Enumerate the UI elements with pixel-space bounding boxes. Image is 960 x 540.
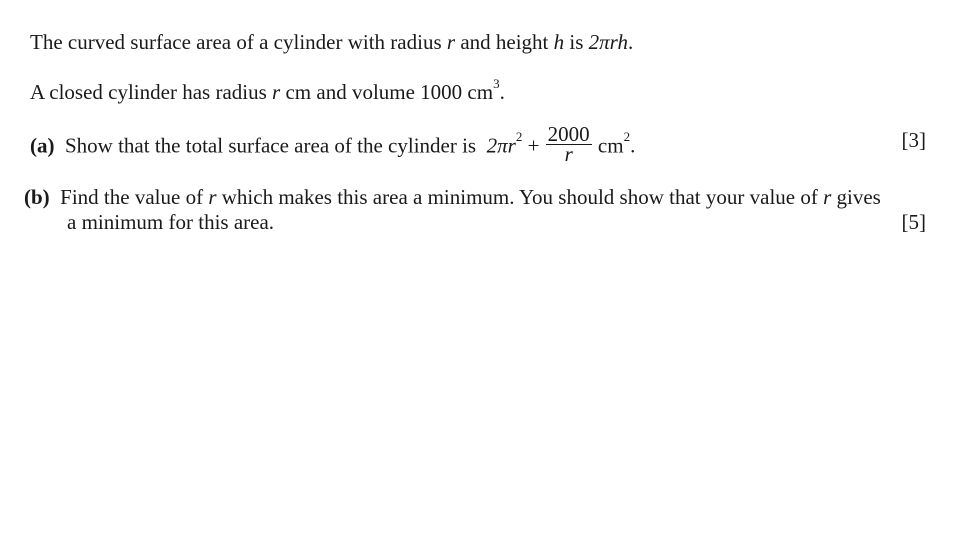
fraction (546, 122, 592, 166)
part-a-line: (a) Show that the total surface area of the cylinder is $2\pi r^2$ + $\frac{2000}{r}$ $cm^2$. (30, 122, 636, 166)
fraction-denominator: r (564, 142, 573, 166)
curved-area-formula: 2πrh (588, 30, 628, 54)
part-b-marks: [5] (901, 210, 926, 234)
intro-line-1: The curved surface area of a cylinder with radius r and height h is 2πrh. (30, 30, 634, 54)
part-a-text: Show that the total surface area of the cylinder is (65, 133, 482, 158)
part-b-label: (b) (24, 185, 50, 209)
part-a-label: (a) (30, 133, 55, 158)
fraction-numerator: 2000 (547, 122, 590, 146)
part-b-line-1: (b) Find the value of r which makes this area a minimum. You should show that your value of r gives (24, 185, 881, 209)
intro-line-2: A closed cylinder has radius r cm and volume 1000 $cm^3$. (30, 76, 505, 104)
part-a-marks: [3] (901, 128, 926, 152)
part-b-line-2: a minimum for this area. (67, 210, 275, 234)
